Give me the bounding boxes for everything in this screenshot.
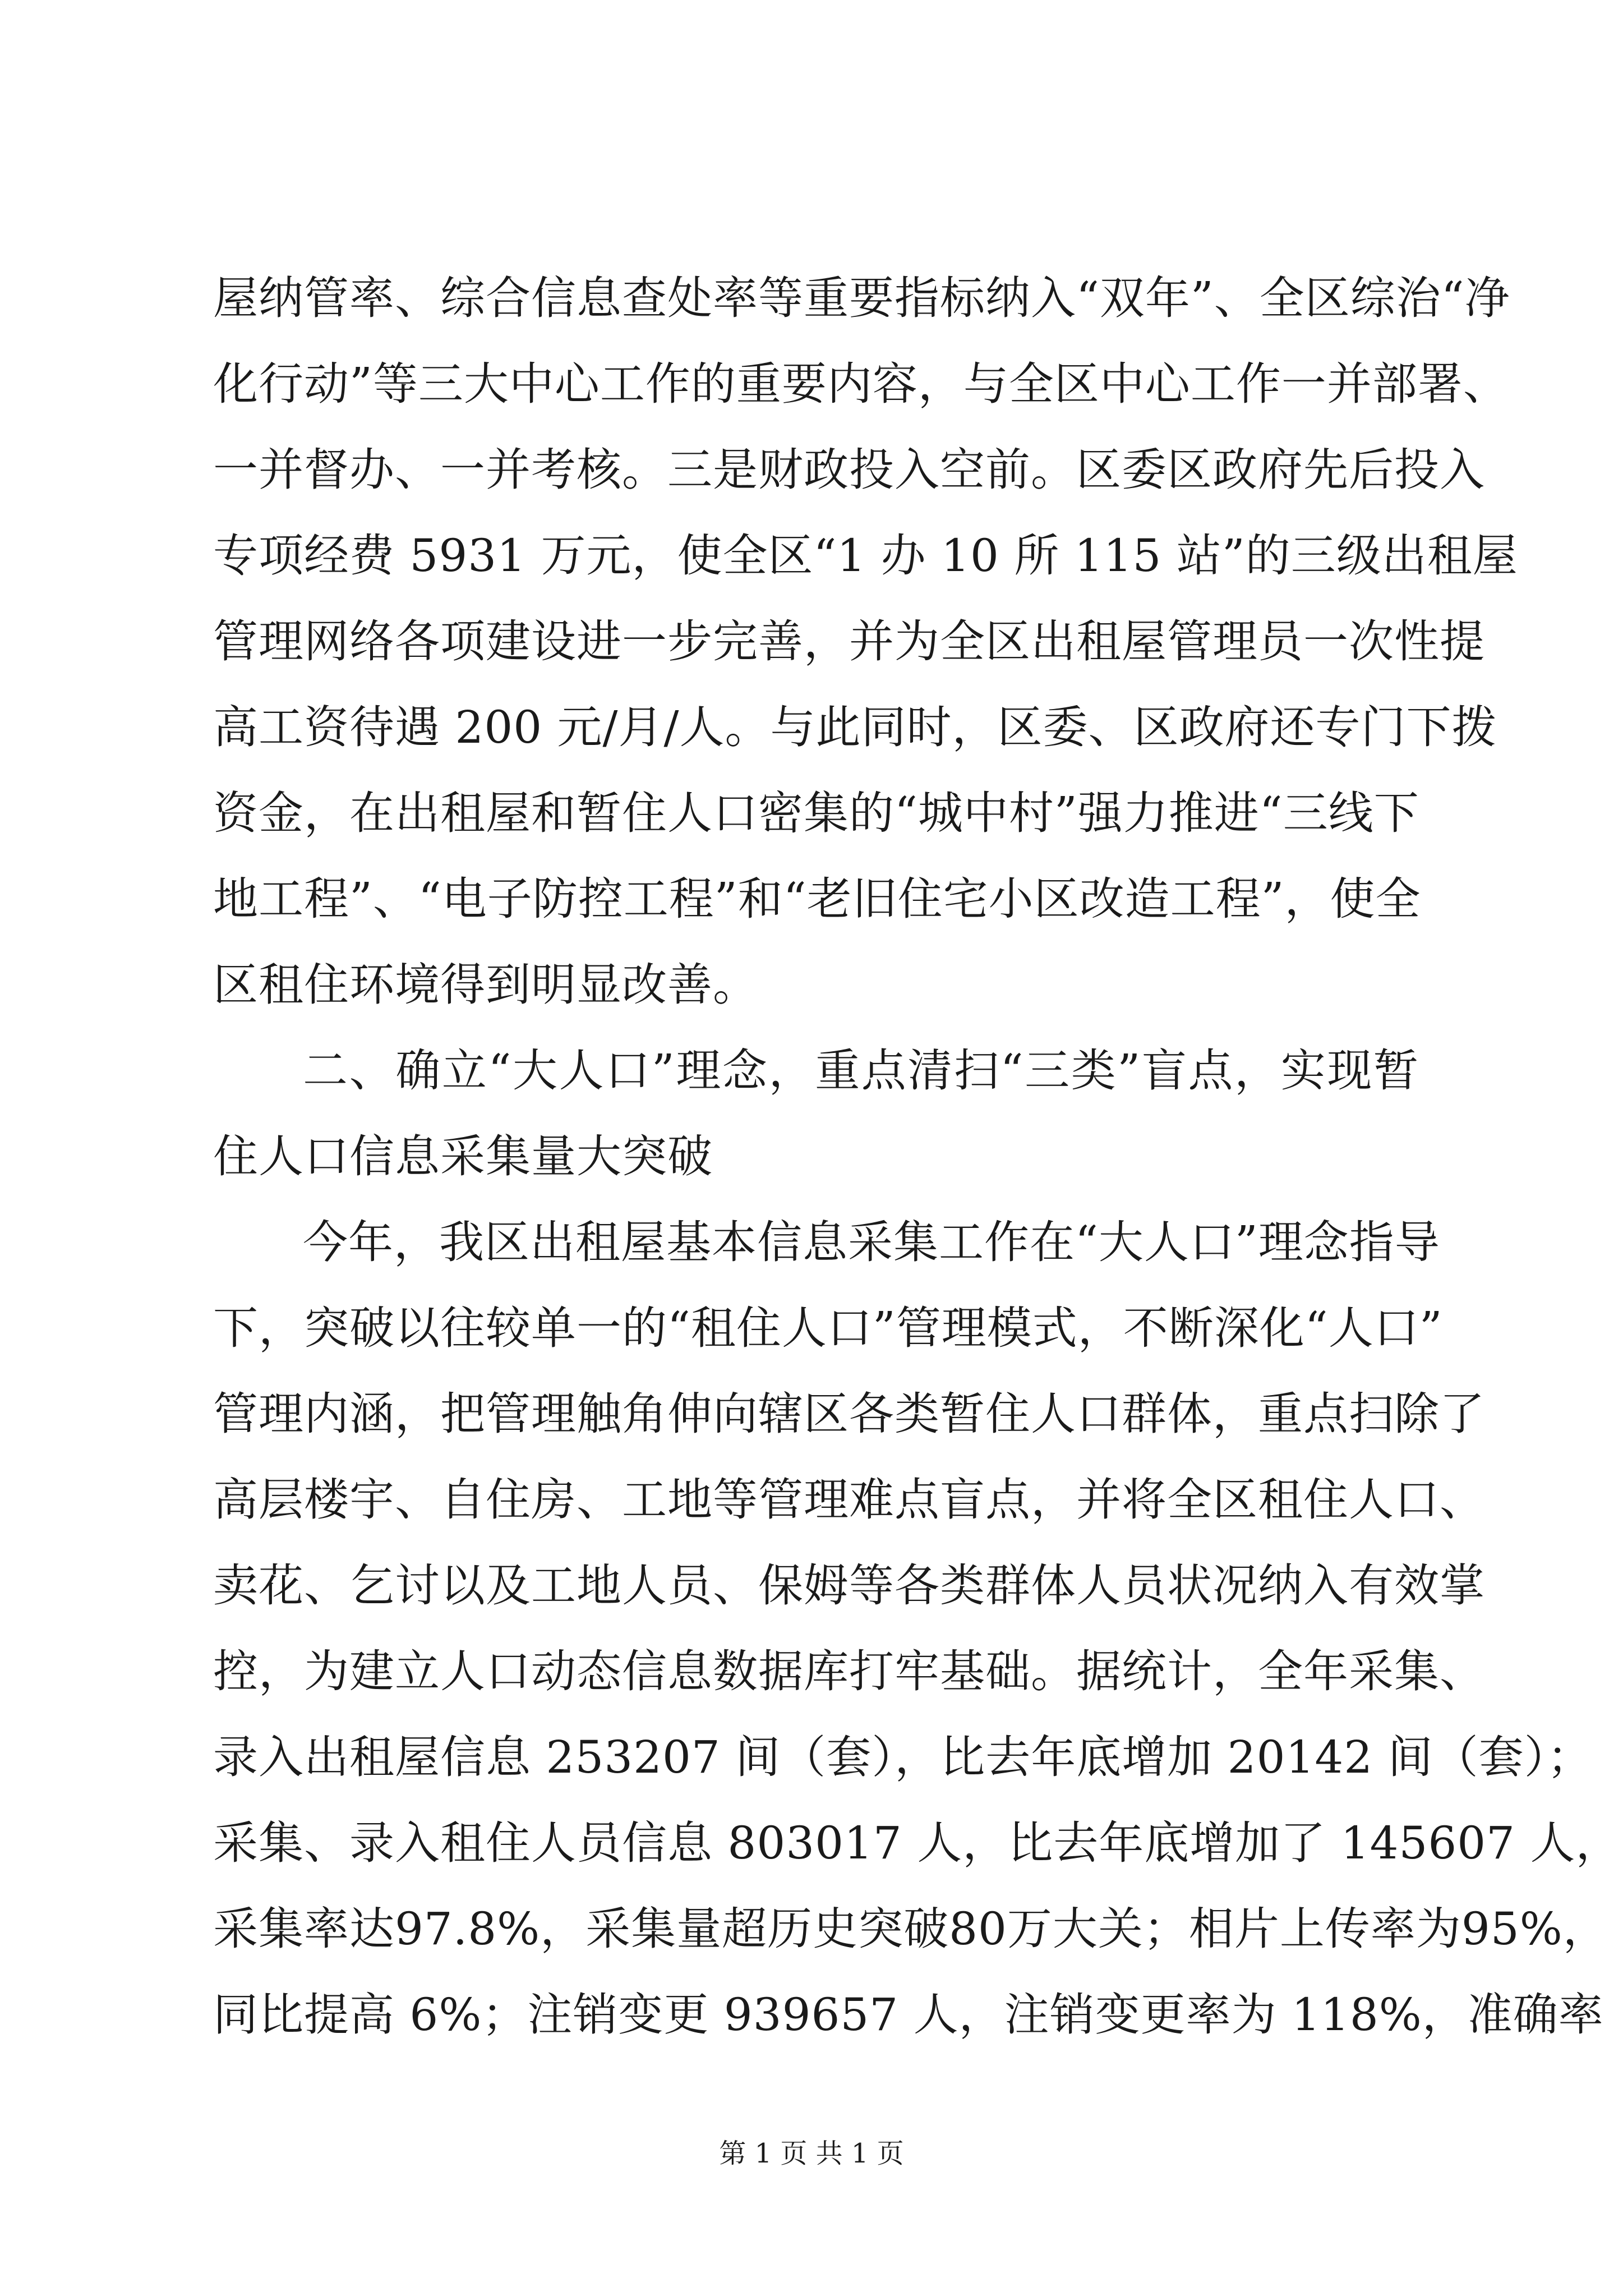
text-line: 化行动”等三大中心工作的重要内容，与全区中心工作一并部署、 [213,358,1509,410]
text-line: 区租住环境得到明显改善。 [213,959,758,1011]
text-line: 卖花、乞讨以及工地人员、保姆等各类群体人员状况纳入有效掌 [213,1559,1485,1612]
text-line: 高工资待遇 200 元/月/人。与此同时，区委、区政府还专门下拨 [213,701,1497,753]
text-line: 管理网络各项建设进一步完善，并为全区出租屋管理员一次性提 [213,615,1485,668]
text-line: 下，突破以往较单一的“租住人口”管理模式，不断深化“人口” [213,1302,1443,1354]
text-line: 采集率达97.8%，采集量超历史突破80万大关；相片上传率为95%， [213,1903,1608,1955]
text-line: 一并督办、一并考核。三是财政投入空前。区委区政府先后投入 [213,444,1485,496]
document-body [213,255,1621,2058]
text-line: 高层楼宇、自住房、工地等管理难点盲点，并将全区租住人口、 [213,1474,1485,1526]
text-line: 采集、录入租住人员信息 803017 人，比去年底增加了 145607 人， [213,1817,1621,1869]
page-number-footer: 第 1 页 共 1 页 [719,2138,904,2169]
text-line: 录入出租屋信息 253207 间（套），比去年底增加 20142 间（套）； [213,1731,1593,1783]
text-line: 专项经费 5931 万元，使全区“1 办 10 所 115 站”的三级出租屋 [213,530,1518,582]
text-line: 同比提高 6%；注销变更 939657 人，注销变更率为 118%，准确率 [213,1989,1604,2041]
text-line: 控，为建立人口动态信息数据库打牢基础。据统计，全年采集、 [213,1645,1485,1697]
text-line: 今年，我区出租屋基本信息采集工作在“大人口”理念指导 [303,1216,1440,1268]
section-heading-line: 住人口信息采集量大突破 [213,1130,713,1182]
text-line: 地工程”、“电子防控工程”和“老旧住宅小区改造工程”，使全 [213,873,1421,925]
text-line: 资金，在出租屋和暂住人口密集的“城中村”强力推进“三线下 [213,787,1419,839]
section-heading-line: 二、确立“大人口”理念，重点清扫“三类”盲点，实现暂 [303,1045,1419,1097]
text-line: 管理内涵，把管理触角伸向辖区各类暂住人口群体，重点扫除了 [213,1388,1485,1440]
text-line: 屋纳管率、综合信息查处率等重要指标纳入“双年”、全区综治“净 [213,272,1510,324]
